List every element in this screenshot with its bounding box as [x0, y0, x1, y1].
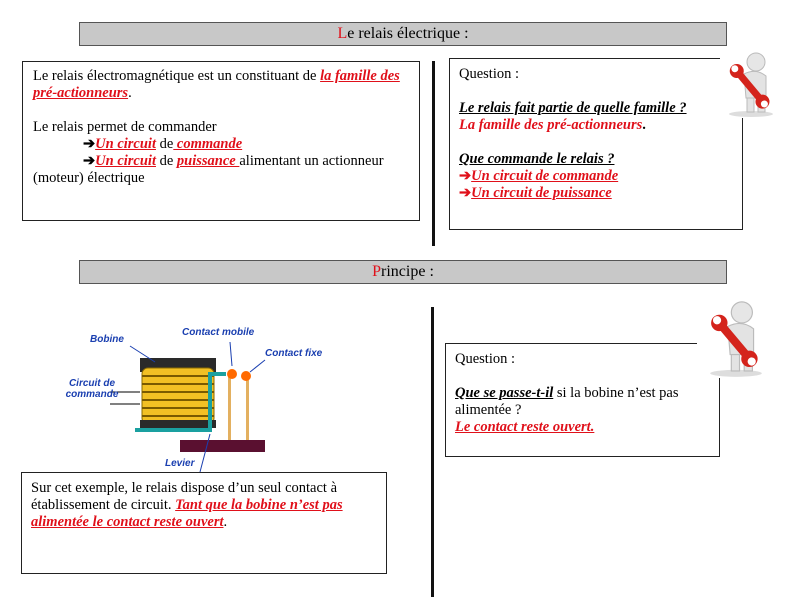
command-item-1: ➔Un circuit de commande: [83, 136, 243, 152]
mechanic-figure-icon: [697, 296, 775, 378]
label-bobine: Bobine: [90, 334, 124, 345]
command-intro: Le relais permet de commander: [33, 119, 217, 135]
question2-label: Question :: [455, 351, 516, 367]
arrow-right-icon: ➔: [459, 168, 472, 184]
section-title-relais: Le relais électrique :: [79, 22, 727, 46]
arrow-right-icon: ➔: [83, 136, 96, 152]
column-divider: [432, 61, 435, 246]
relay-diagram: [60, 322, 380, 472]
answer-puissance: ➔Un circuit de puissance: [459, 185, 612, 201]
question1-label: Question :: [459, 66, 520, 82]
answer-commande: ➔Un circuit de commande: [459, 168, 619, 184]
arrow-right-icon: ➔: [83, 153, 96, 169]
label-circuit-commande: Circuit de commande: [65, 378, 119, 400]
arrow-right-icon: ➔: [459, 185, 472, 201]
command-item-2: ➔Un circuit de puissance alimentant un actionneur (moteur) électrique: [33, 153, 384, 186]
definition-line1: Le relais électromagnétique est un constituant de la famille des pré-actionneurs.: [33, 68, 400, 101]
question1-box: Question : Le relais fait partie de quelle famille ? La famille des pré-actionneurs. Que commande le relais ? ➔Un circuit de commande ➔Un circuit de puissance: [449, 58, 743, 230]
question1-q2: Que commande le relais ?: [459, 151, 615, 167]
definition-box: [22, 61, 420, 221]
question2-answer: Le contact reste ouvert.: [455, 419, 595, 435]
section-title-principe: Principe :: [79, 260, 727, 284]
question1-q1: Le relais fait partie de quelle famille ?: [459, 100, 687, 116]
label-contact-fixe: Contact fixe: [265, 348, 323, 359]
label-contact-mobile: Contact mobile: [182, 327, 255, 338]
question2-box: Question : Que se passe-t-il si la bobine n’est pas alimentée ? Le contact reste ouvert.: [445, 343, 720, 457]
column-divider: [431, 307, 434, 597]
mechanic-figure-icon: [720, 48, 782, 118]
example-box: Sur cet exemple, le relais dispose d’un seul contact à établissement de circuit. Tant que la bobine n’est pas alimentée le contact reste ouvert.: [21, 472, 387, 574]
label-levier: Levier: [165, 458, 195, 469]
